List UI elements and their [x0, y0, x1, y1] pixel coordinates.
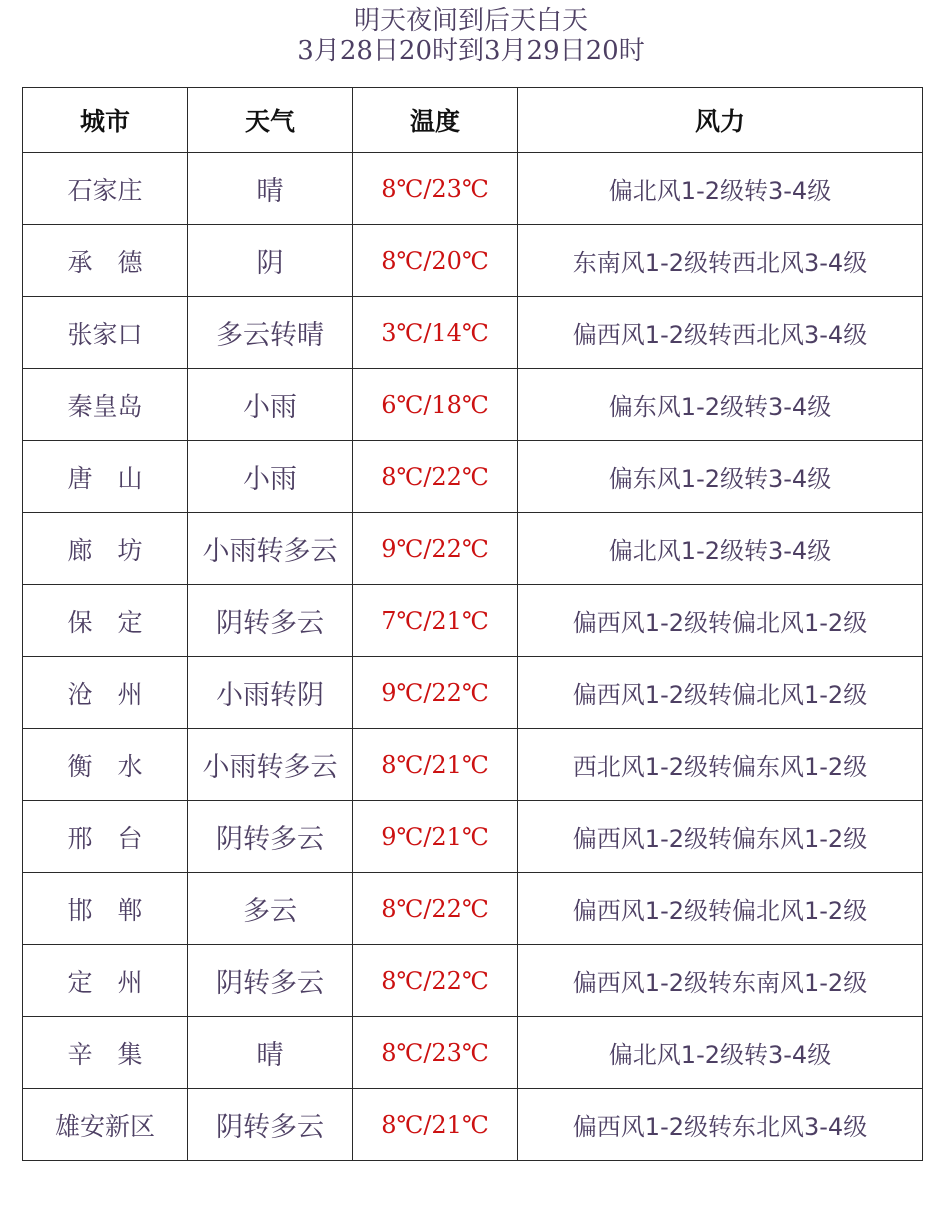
wind-cell: 偏西风1-2级转偏东风1-2级 — [518, 801, 923, 873]
weather-cell: 阴转多云 — [188, 585, 353, 657]
page-subtitle: 3月28日20时到3月29日20时 — [297, 36, 645, 66]
city-cell: 雄安新区 — [23, 1089, 188, 1161]
table-row — [23, 225, 923, 297]
temperature-cell: 8℃/20℃ — [353, 225, 518, 297]
city-cell: 石家庄 — [23, 153, 188, 225]
city-cell: 唐 山 — [23, 441, 188, 513]
header-temperature: 温度 — [353, 88, 518, 153]
temperature-cell: 8℃/23℃ — [353, 153, 518, 225]
table-row — [23, 1017, 923, 1089]
wind-cell: 西北风1-2级转偏东风1-2级 — [518, 729, 923, 801]
header-weather: 天气 — [188, 88, 353, 153]
weather-cell: 阴转多云 — [188, 1089, 353, 1161]
weather-cell: 小雨转阴 — [188, 657, 353, 729]
table-row — [23, 873, 923, 945]
city-cell: 保 定 — [23, 585, 188, 657]
table-row — [23, 297, 923, 369]
table-row — [23, 729, 923, 801]
city-cell: 沧 州 — [23, 657, 188, 729]
temperature-cell: 8℃/21℃ — [353, 1089, 518, 1161]
table-row — [23, 657, 923, 729]
table-row — [23, 585, 923, 657]
city-cell: 张家口 — [23, 297, 188, 369]
table-row — [23, 513, 923, 585]
temperature-cell: 9℃/21℃ — [353, 801, 518, 873]
temperature-cell: 9℃/22℃ — [353, 657, 518, 729]
forecast-table — [22, 87, 923, 1161]
temperature-cell: 8℃/22℃ — [353, 945, 518, 1017]
temperature-cell: 3℃/14℃ — [353, 297, 518, 369]
wind-cell: 偏西风1-2级转东南风1-2级 — [518, 945, 923, 1017]
table-body — [23, 153, 923, 1161]
city-cell: 邢 台 — [23, 801, 188, 873]
weather-cell: 阴 — [188, 225, 353, 297]
weather-cell: 多云 — [188, 873, 353, 945]
weather-cell: 小雨 — [188, 441, 353, 513]
weather-cell: 小雨转多云 — [188, 513, 353, 585]
city-cell: 邯 郸 — [23, 873, 188, 945]
weather-cell: 晴 — [188, 153, 353, 225]
wind-cell: 偏东风1-2级转3-4级 — [518, 369, 923, 441]
wind-cell: 偏西风1-2级转西北风3-4级 — [518, 297, 923, 369]
wind-cell: 偏北风1-2级转3-4级 — [518, 153, 923, 225]
temperature-cell: 7℃/21℃ — [353, 585, 518, 657]
table-row — [23, 945, 923, 1017]
temperature-cell: 9℃/22℃ — [353, 513, 518, 585]
weather-cell: 晴 — [188, 1017, 353, 1089]
wind-cell: 偏西风1-2级转偏北风1-2级 — [518, 657, 923, 729]
weather-cell: 多云转晴 — [188, 297, 353, 369]
header-city: 城市 — [23, 88, 188, 153]
wind-cell: 东南风1-2级转西北风3-4级 — [518, 225, 923, 297]
temperature-cell: 8℃/22℃ — [353, 441, 518, 513]
wind-cell: 偏西风1-2级转偏北风1-2级 — [518, 873, 923, 945]
weather-cell: 阴转多云 — [188, 945, 353, 1017]
temperature-cell: 6℃/18℃ — [353, 369, 518, 441]
weather-cell: 小雨 — [188, 369, 353, 441]
table-row — [23, 153, 923, 225]
table-row — [23, 801, 923, 873]
city-cell: 辛 集 — [23, 1017, 188, 1089]
city-cell: 秦皇岛 — [23, 369, 188, 441]
wind-cell: 偏北风1-2级转3-4级 — [518, 1017, 923, 1089]
page-title: 明天夜间到后天白天 — [353, 6, 588, 36]
wind-cell: 偏西风1-2级转东北风3-4级 — [518, 1089, 923, 1161]
weather-cell: 阴转多云 — [188, 801, 353, 873]
table-row — [23, 1089, 923, 1161]
table-row — [23, 369, 923, 441]
temperature-cell: 8℃/23℃ — [353, 1017, 518, 1089]
wind-cell: 偏西风1-2级转偏北风1-2级 — [518, 585, 923, 657]
table-row — [23, 441, 923, 513]
temperature-cell: 8℃/21℃ — [353, 729, 518, 801]
table-header-row — [23, 88, 923, 153]
temperature-cell: 8℃/22℃ — [353, 873, 518, 945]
wind-cell: 偏东风1-2级转3-4级 — [518, 441, 923, 513]
city-cell: 定 州 — [23, 945, 188, 1017]
city-cell: 廊 坊 — [23, 513, 188, 585]
city-cell: 承 德 — [23, 225, 188, 297]
weather-cell: 小雨转多云 — [188, 729, 353, 801]
wind-cell: 偏北风1-2级转3-4级 — [518, 513, 923, 585]
city-cell: 衡 水 — [23, 729, 188, 801]
header-wind: 风力 — [518, 88, 923, 153]
